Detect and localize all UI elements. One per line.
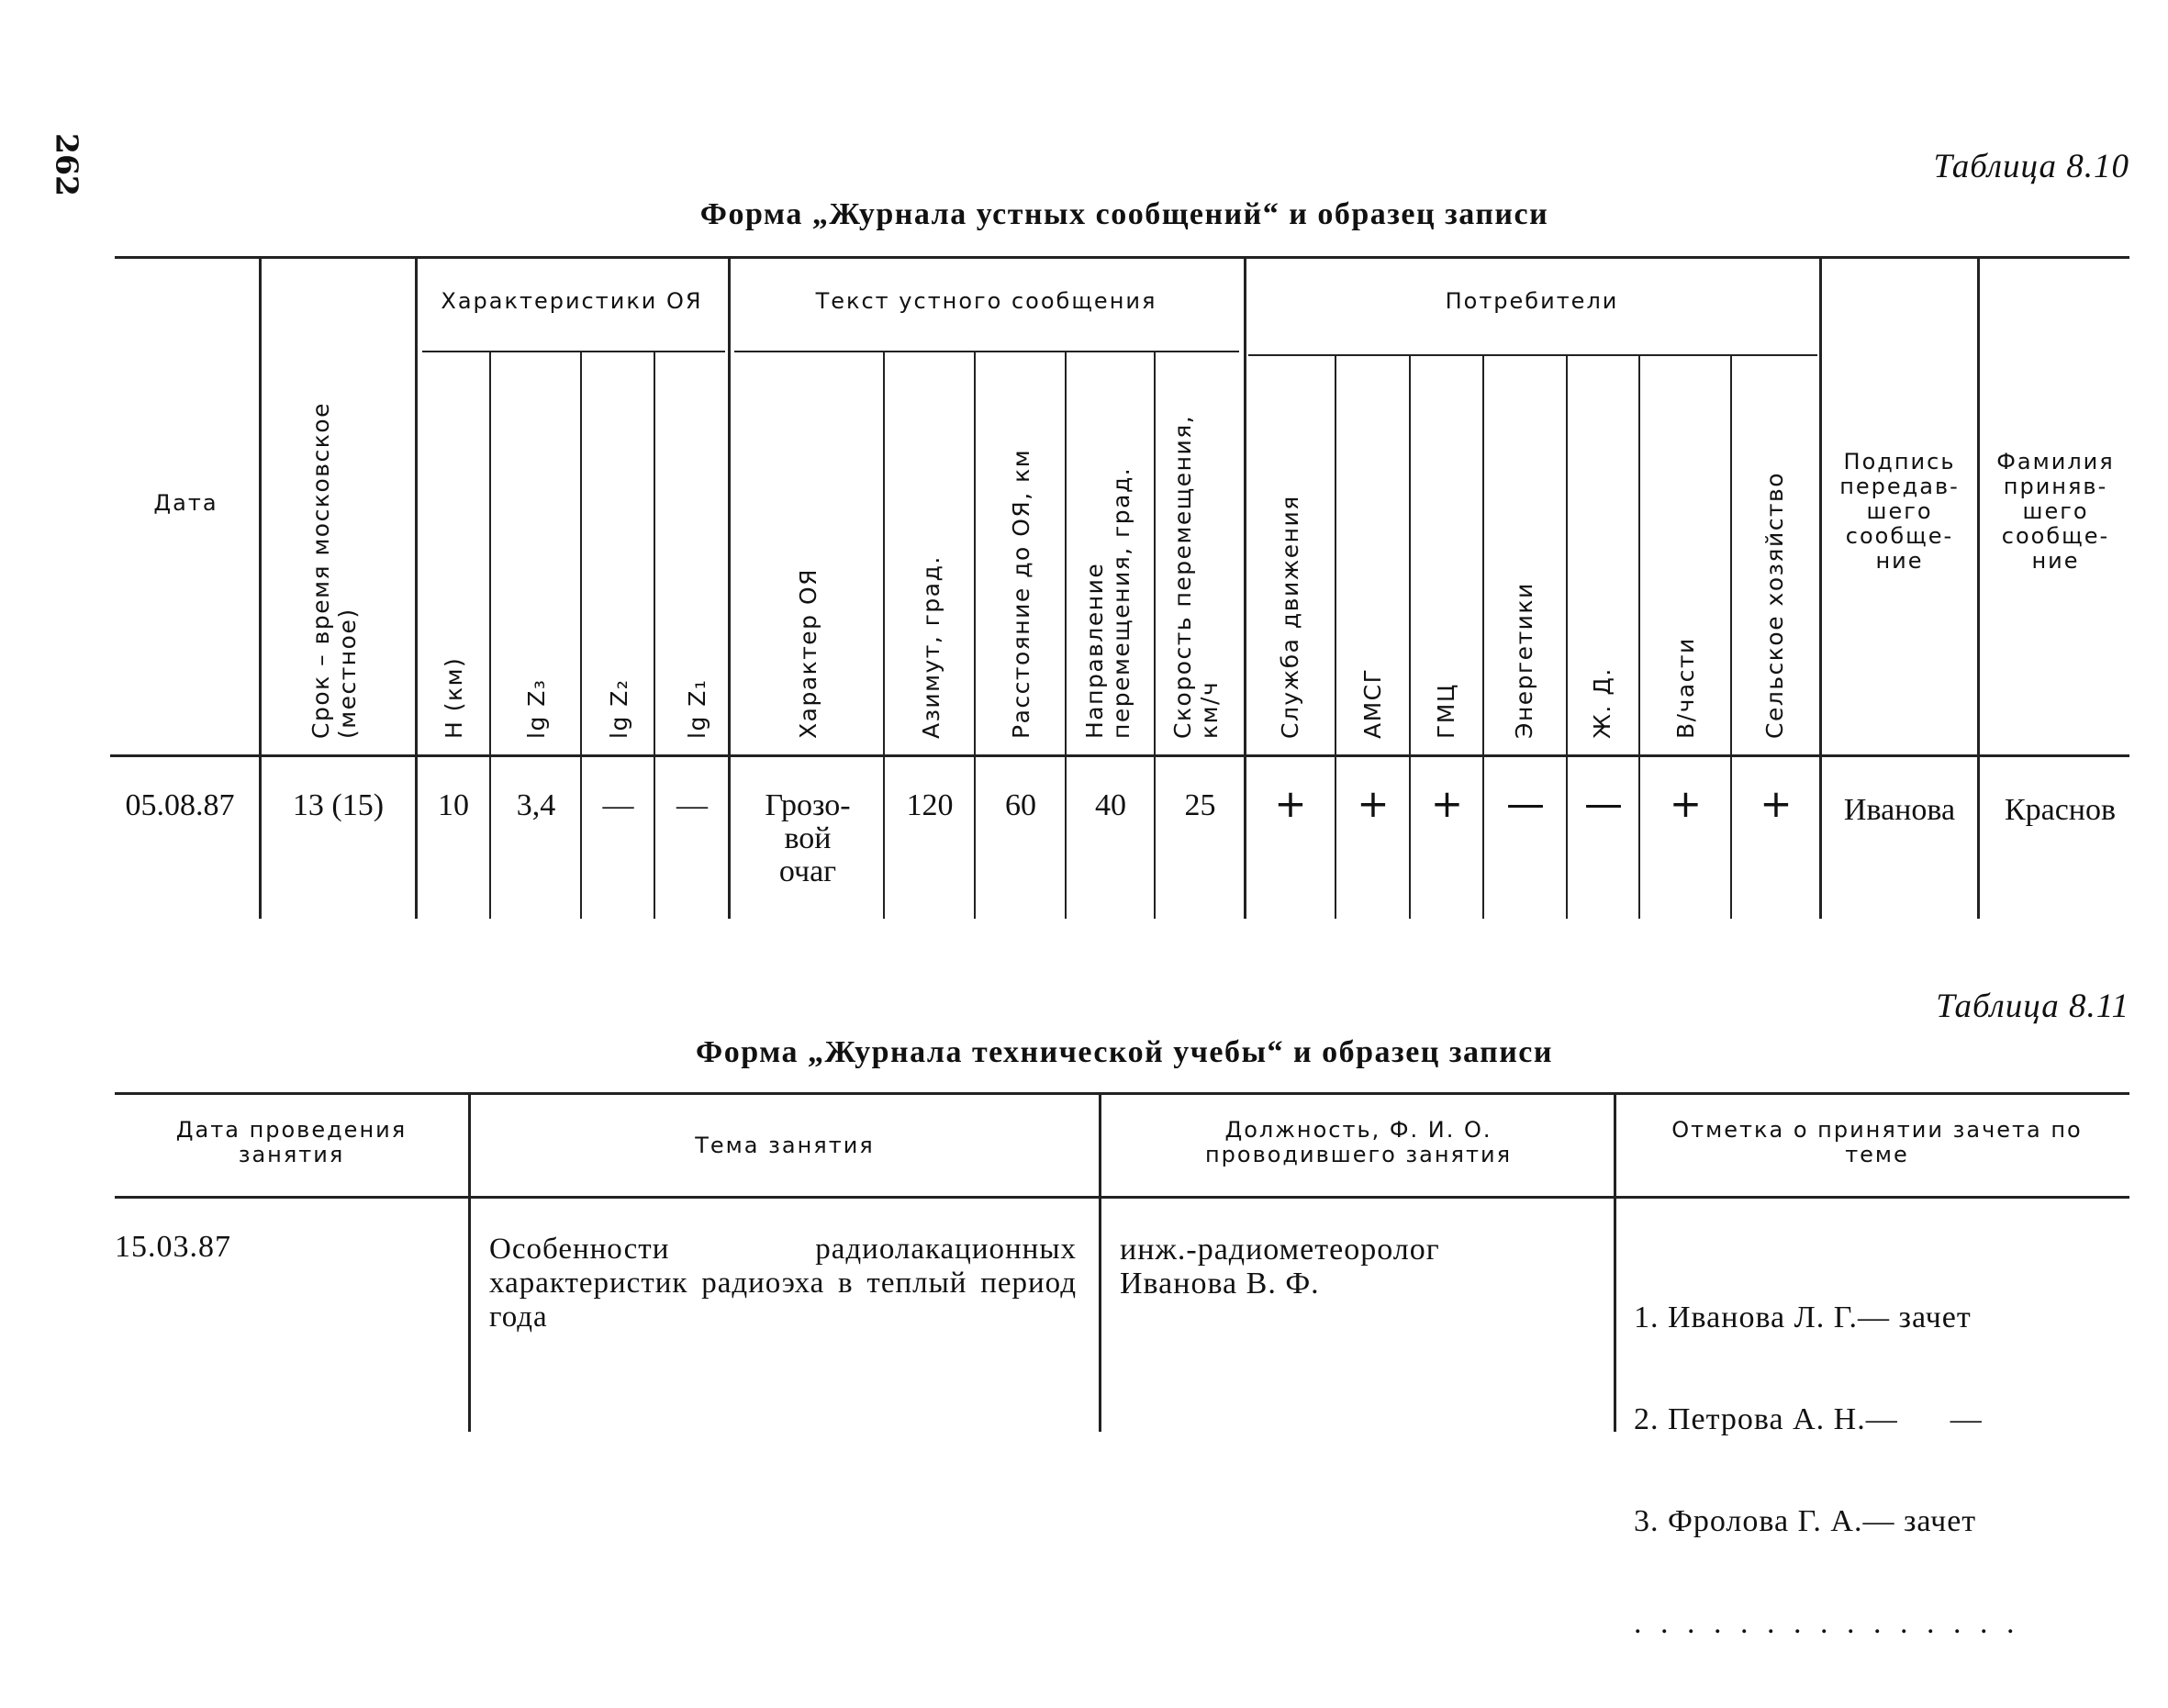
header-term: [307, 402, 361, 739]
instructor-position: инж.-радиометеоролог: [1120, 1233, 1440, 1267]
vline: [1566, 356, 1568, 919]
header-direction-line1: Направление: [1081, 562, 1108, 739]
cell-direction: 40: [1095, 788, 1126, 822]
header-energy: Энергетики: [1511, 582, 1537, 739]
vline: [974, 352, 976, 919]
cell-amsg: +: [1357, 781, 1390, 826]
cell-traffic: +: [1274, 781, 1307, 826]
cell-sender: Иванова: [1843, 793, 1956, 827]
vline: [1099, 1094, 1101, 1432]
cell-nature: Грозо-вой очаг: [765, 788, 851, 888]
table2-top-rule: [115, 1092, 2129, 1095]
header-lgz2: lg Z₂: [606, 678, 632, 739]
table2-header-rule: [115, 1196, 2129, 1199]
cell-term: 13 (15): [292, 788, 385, 822]
cell-military: +: [1669, 781, 1703, 826]
header-h: H (км): [441, 656, 467, 739]
header-lesson-topic: Тема занятия: [695, 1133, 875, 1158]
header-credit-mark: Отметка о принятии зачета по теме: [1671, 1117, 2083, 1167]
cell-lgz1: —: [676, 788, 708, 822]
page-number: 262: [49, 133, 85, 196]
header-instructor: Должность, Ф. И. О. проводившего занятия: [1204, 1117, 1513, 1167]
header-railway: Ж. Д.: [1589, 667, 1615, 739]
cell-speed: 25: [1184, 788, 1216, 822]
vline: [654, 352, 655, 919]
vline: [1614, 1094, 1616, 1432]
cell-lgz3: 3,4: [516, 788, 556, 822]
cell-energy: —: [1506, 781, 1545, 826]
header-sender-signature: Подпись передав-шего сообще-ние: [1839, 449, 1960, 574]
rule-characteristics: [422, 351, 725, 352]
vline: [1409, 356, 1411, 919]
cell-gmc: +: [1430, 781, 1464, 826]
header-direction: [1081, 467, 1134, 739]
header-agriculture: Сельское хозяйство: [1761, 471, 1788, 739]
cell-h: 10: [438, 788, 469, 822]
instructor-name: Иванова В. Ф.: [1120, 1267, 1320, 1301]
cell-credit-marks: [1634, 1233, 2120, 1708]
cell-lesson-topic: Особенности радиолакационных характеристик радиоэха в теплый период года: [489, 1233, 1077, 1334]
vline: [580, 352, 582, 919]
credit-mark-item: 1. Иванова Л. Г.— зачет: [1634, 1301, 1972, 1334]
vline: [883, 352, 885, 919]
header-term-line1: Срок – время московское: [307, 402, 334, 739]
header-message-text: Текст устного сообщения: [815, 288, 1157, 314]
header-characteristics: Характеристики ОЯ: [441, 288, 703, 314]
vline: [1154, 352, 1156, 919]
header-distance: Расстояние до ОЯ, км: [1008, 448, 1034, 739]
table2-title: Форма „Журнала технической учебы“ и образец записи: [696, 1035, 1553, 1069]
vline: [1730, 356, 1732, 919]
header-date: Дата: [153, 490, 218, 516]
rule-message: [734, 351, 1239, 352]
vline: [1335, 356, 1336, 919]
cell-railway: —: [1584, 781, 1623, 826]
header-military: В/части: [1672, 637, 1699, 739]
header-gmc: ГМЦ: [1433, 683, 1459, 739]
header-speed-line1: Скорость перемещения,: [1169, 414, 1196, 739]
header-consumers: Потребители: [1445, 288, 1619, 314]
header-lesson-date: Дата проведения занятия: [175, 1117, 408, 1167]
header-lgz1: lg Z₁: [684, 678, 710, 739]
header-lgz3: lg Z₃: [523, 678, 550, 739]
vline: [1065, 352, 1067, 919]
credit-mark-item: 2. Петрова А. Н.— —: [1634, 1402, 1983, 1436]
rule-consumers: [1248, 354, 1817, 356]
cell-date: 05.08.87: [125, 788, 235, 822]
table1-label: Таблица 8.10: [1933, 148, 2129, 185]
credit-mark-ellipsis: . . . . . . . . . . . . . . .: [1634, 1606, 2020, 1640]
vline: [1482, 356, 1484, 919]
header-term-line2: (местное): [334, 608, 361, 739]
cell-distance: 60: [1005, 788, 1036, 822]
credit-mark-item: 3. Фролова Г. А.— зачет: [1634, 1504, 1977, 1538]
header-azimuth: Азимут, град.: [918, 555, 944, 739]
header-amsg: АМСГ: [1359, 667, 1386, 739]
header-traffic-service: Служба движения: [1277, 495, 1303, 739]
header-receiver-name: Фамилия приняв-шего сообще-ние: [1996, 449, 2115, 574]
table2-label: Таблица 8.11: [1936, 988, 2129, 1025]
vline: [1638, 356, 1640, 919]
header-speed: [1169, 415, 1223, 739]
vline: [489, 352, 491, 919]
cell-agriculture: +: [1760, 781, 1793, 826]
cell-lgz2: —: [602, 788, 634, 822]
table1-title: Форма „Журнала устных сообщений“ и образец записи: [699, 197, 1549, 231]
table1-header-rule: [110, 754, 2129, 757]
cell-azimuth: 120: [906, 788, 954, 822]
header-nature: Характер ОЯ: [795, 567, 821, 739]
cell-receiver: Краснов: [2004, 793, 2117, 827]
header-direction-line2: перемещения, град.: [1108, 466, 1134, 739]
vline: [728, 258, 731, 919]
cell-instructor: [1120, 1233, 1597, 1301]
cell-lesson-date: 15.03.87: [115, 1230, 231, 1264]
header-speed-line2: км/ч: [1196, 680, 1223, 739]
